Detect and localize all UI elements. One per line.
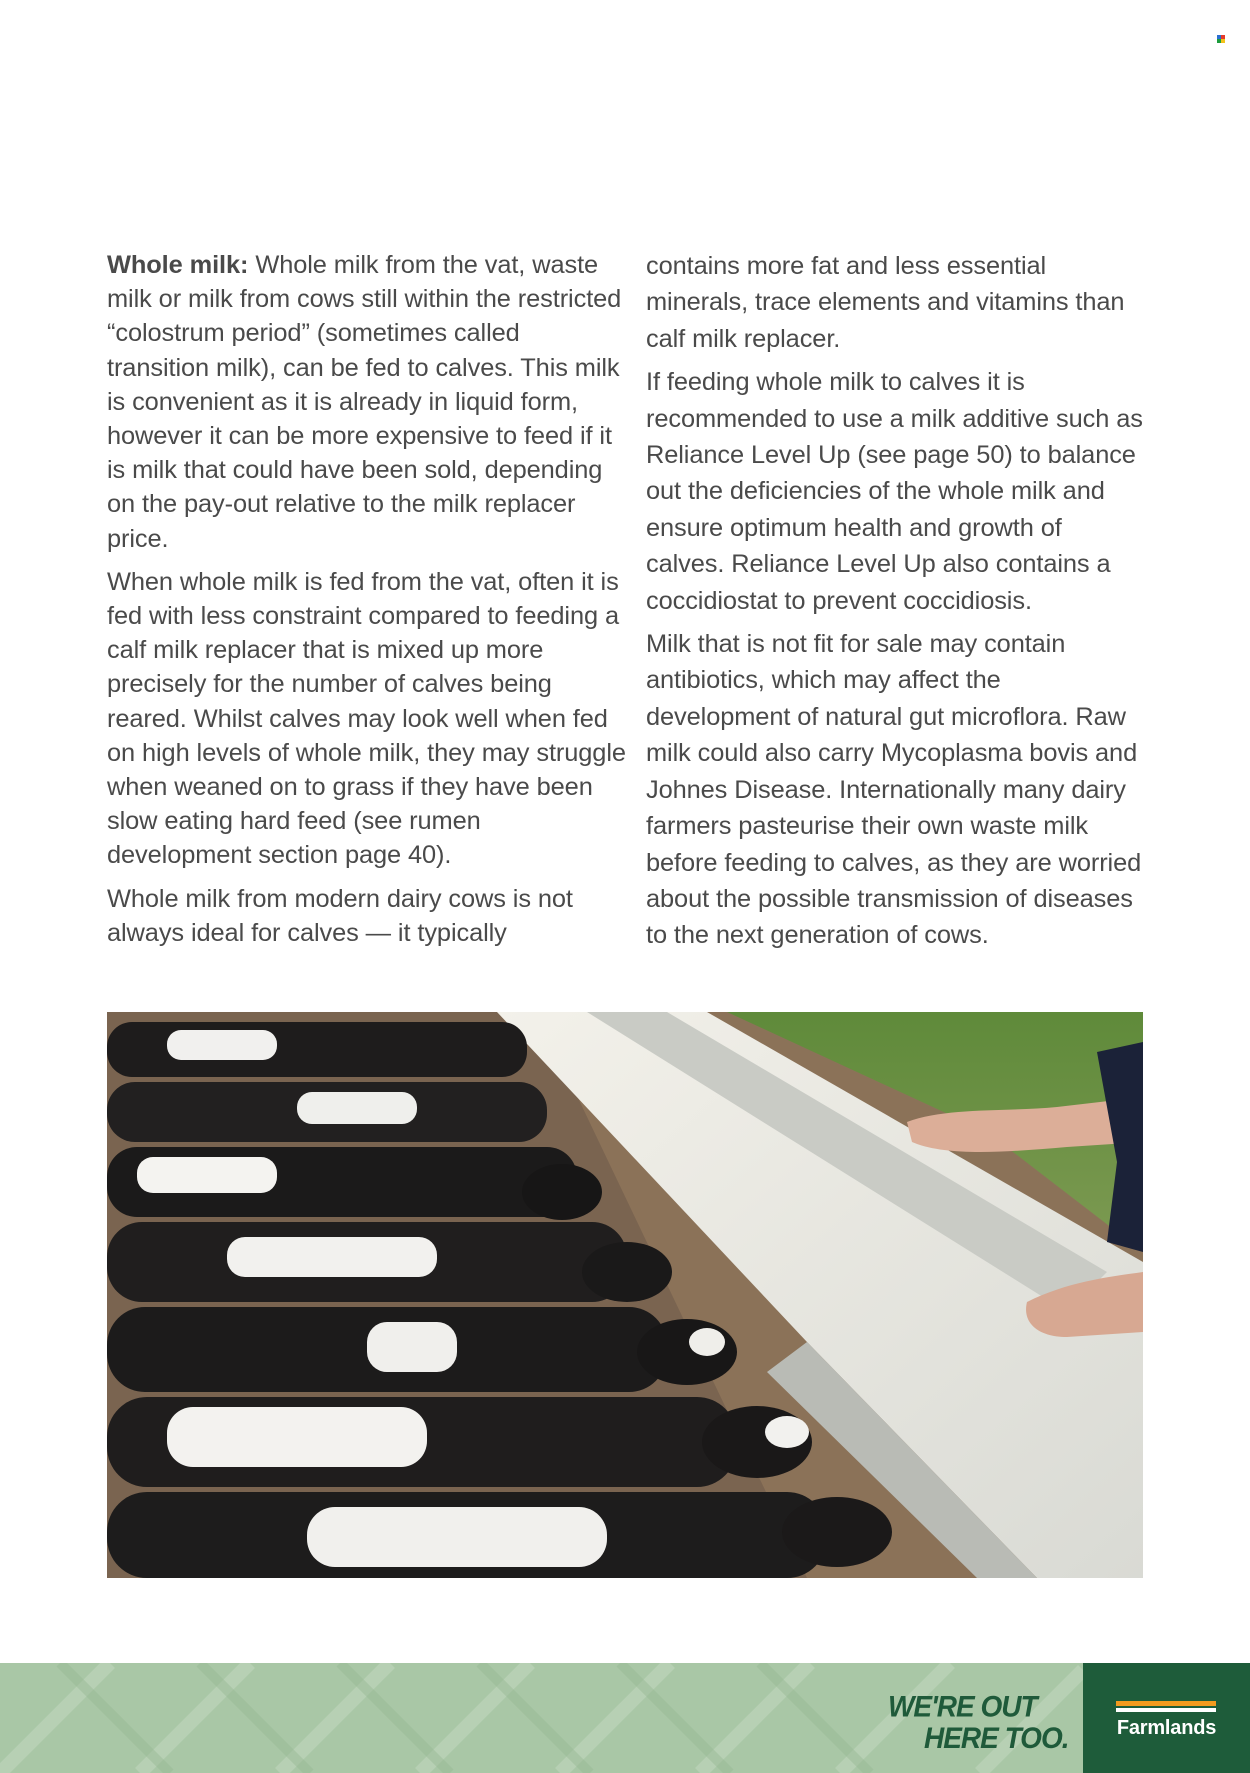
article-left-column: [107, 248, 627, 959]
calves-feeding-illustration: [107, 1012, 1143, 1578]
farmlands-logo-icon: [1116, 1701, 1216, 1713]
paragraph-milk-additive: If feeding whole milk to calves it is recommended to use a milk additive such as Reliance Level Up (see page 50) to balance out the deficiencies of the whole milk and ensure optimum health and growth of calves. Reliance Level Up also contains a coccidiostat to prevent coccidiosis.: [646, 368, 1143, 615]
paragraph-lead-heading: Whole milk:: [107, 251, 249, 279]
paragraph-fed-from-vat: When whole milk is fed from the vat, often it is fed with less constraint compared to feeding a calf milk replacer that is mixed up more precisely for the number of calves being reared. Whilst calves may look well when fed on high levels of whole milk, they may struggle when weaned on to grass if they have been slow eating hard feed (see rumen development section page 40).: [107, 567, 626, 870]
tagline-line-2: HERE TOO.: [924, 1721, 1069, 1755]
corner-color-mark: [1217, 35, 1225, 43]
paragraph-text: Whole milk from the vat, waste milk or milk from cows still within the restricted “colostrum period” (sometimes called transition milk), can be fed to calves. This milk is convenient as it is already in liquid form, however it can be more expensive to feed if it is milk that could have been sold, depending on the pay-out relative to the milk replacer price.: [107, 251, 622, 553]
tagline-line-1: WE'RE OUT: [888, 1690, 1037, 1723]
brand-name: Farmlands: [1116, 1717, 1217, 1739]
paragraph-continued: contains more fat and less essential minerals, trace elements and vitamins than calf milk replacer.: [646, 252, 1125, 353]
paragraph-whole-milk: [107, 248, 627, 556]
brand-logo-box: [1083, 1663, 1250, 1773]
footer-tagline: [888, 1692, 1078, 1755]
article-right-column: [646, 248, 1146, 961]
footer-band: [0, 1663, 1250, 1773]
paragraph-modern-dairy: Whole milk from modern dairy cows is not always ideal for calves — it typically: [107, 884, 573, 947]
calves-feeding-photo: [107, 1012, 1143, 1578]
paragraph-not-fit-for-sale: Milk that is not fit for sale may contain antibiotics, which may affect the development of natural gut microflora. Raw milk could also carry Mycoplasma bovis and Johnes Disease. Internationally many dairy farmers pasteurise their own waste milk before feeding to calves, as they are worried about the possible transmission of diseases to the next generation of cows.: [646, 630, 1142, 950]
